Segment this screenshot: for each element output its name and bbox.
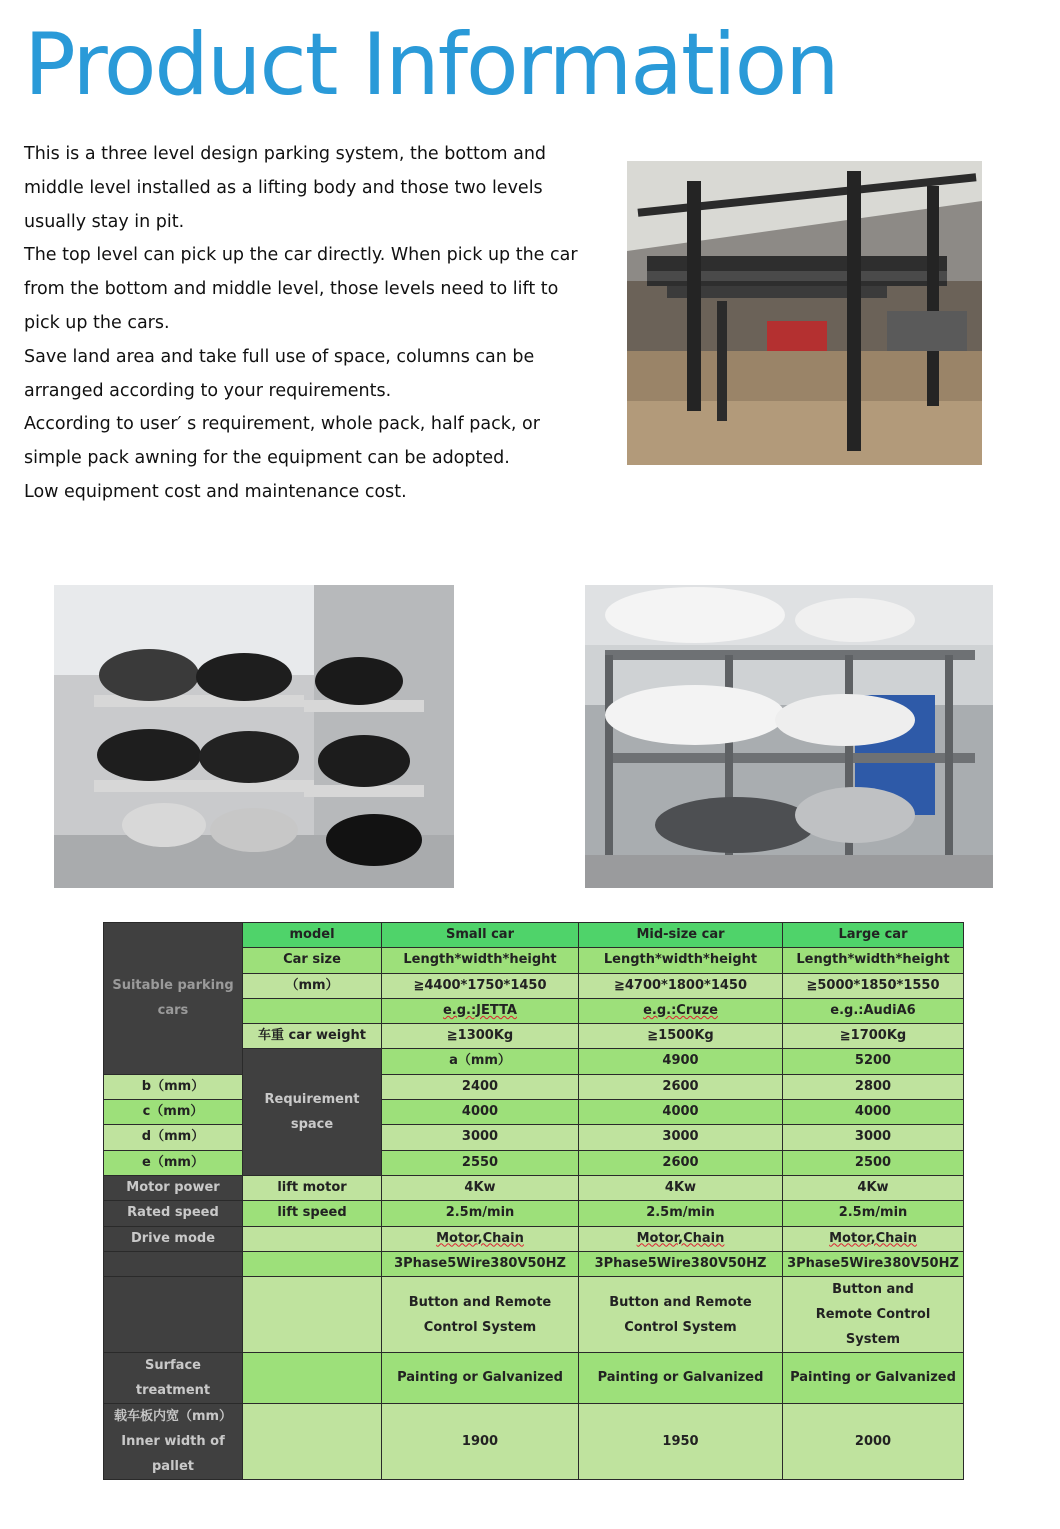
cell-mid: Painting or Galvanized xyxy=(579,1353,783,1404)
header-small-car: Small car xyxy=(382,923,579,948)
cell-large: ≧1700Kg xyxy=(783,1024,964,1049)
cell-mid: 2.5m/min xyxy=(579,1201,783,1226)
intro-paragraph: Save land area and take full use of space, columns can be arranged according to your requirements. xyxy=(24,346,535,401)
category-cell xyxy=(104,1251,243,1276)
cell-large: 2500 xyxy=(783,1150,964,1175)
table-row xyxy=(104,1074,964,1099)
cell-small: Painting or Galvanized xyxy=(382,1353,579,1404)
cell-large: Painting or Galvanized xyxy=(783,1353,964,1404)
table-row xyxy=(104,1125,964,1150)
intro-paragraph: According to user′ s requirement, whole pack, half pack, or simple pack awning for the equipment can be adopted. xyxy=(24,414,540,469)
row-label xyxy=(243,1353,382,1404)
cell-mid: ≧4700*1800*1450 xyxy=(579,973,783,998)
intro-paragraph: The top level can pick up the car directly. When pick up the car from the bottom and middle level, those levels need to lift to pick up the cars. xyxy=(24,245,578,333)
example-text: e.g.:Cruze xyxy=(643,1002,718,1018)
spec-table xyxy=(103,922,964,1480)
table-row xyxy=(104,1251,964,1276)
category-cell: Requirement space xyxy=(243,1049,382,1175)
table-row xyxy=(104,1404,964,1480)
row-label: d（mm） xyxy=(104,1125,243,1150)
cell-small: 2400 xyxy=(382,1074,579,1099)
header-mid-size-car: Mid-size car xyxy=(579,923,783,948)
cell-mid xyxy=(579,998,783,1023)
cell-mid: 1950 xyxy=(579,1404,783,1480)
cell-large: e.g.:AudiA6 xyxy=(783,998,964,1023)
workshop-photo xyxy=(627,161,982,465)
category-cell: Drive mode xyxy=(104,1226,243,1251)
table-row xyxy=(104,1100,964,1125)
category-cell: Rated speed xyxy=(104,1201,243,1226)
cell-small xyxy=(382,1226,579,1251)
row-label xyxy=(243,1277,382,1353)
page-title: Product Information xyxy=(24,15,838,115)
table-row xyxy=(104,1353,964,1404)
row-label: lift motor xyxy=(243,1175,382,1200)
cell-small: 3000 xyxy=(382,1125,579,1150)
table-row xyxy=(104,1201,964,1226)
cell-mid: 2600 xyxy=(579,1074,783,1099)
table-row xyxy=(104,1175,964,1200)
row-label: Car size xyxy=(243,948,382,973)
table-header-row xyxy=(104,923,964,948)
cell-mid: 4000 xyxy=(579,1100,783,1125)
cell-small: 4Kw xyxy=(382,1175,579,1200)
intro-paragraph: This is a three level design parking system, the bottom and middle level installed as a lifting body and those two levels usually stay in pit. xyxy=(24,144,547,232)
cell-small: 1900 xyxy=(382,1404,579,1480)
stacked-cars-photo-1 xyxy=(54,585,454,888)
cell-mid: 3Phase5Wire380V50HZ xyxy=(579,1251,783,1276)
cell-large: 4000 xyxy=(783,1100,964,1125)
cell-mid xyxy=(579,1226,783,1251)
cell-large: 2800 xyxy=(783,1074,964,1099)
category-cell: Motor power xyxy=(104,1175,243,1200)
table-row xyxy=(104,1277,964,1353)
row-label xyxy=(243,1251,382,1276)
row-label: lift speed xyxy=(243,1201,382,1226)
row-label xyxy=(243,1226,382,1251)
cell-small: 4000 xyxy=(382,1100,579,1125)
category-cell: Surface treatment xyxy=(104,1353,243,1404)
cell-mid: 4Kw xyxy=(579,1175,783,1200)
cell-large: 3000 xyxy=(783,1125,964,1150)
drive-text: Motor,Chain xyxy=(829,1230,917,1246)
row-label: （mm） xyxy=(243,973,382,998)
row-label: e（mm） xyxy=(104,1150,243,1175)
cell-large: Button and Remote Control System xyxy=(783,1277,964,1353)
intro-paragraph: Low equipment cost and maintenance cost. xyxy=(24,481,407,502)
cell-small: Length*width*height xyxy=(382,948,579,973)
cell-small: 4900 xyxy=(579,1049,783,1074)
cell-small: ≧1300Kg xyxy=(382,1024,579,1049)
cell-large: 3Phase5Wire380V50HZ xyxy=(783,1251,964,1276)
cell-large: 2000 xyxy=(783,1404,964,1480)
cell-small: 2550 xyxy=(382,1150,579,1175)
category-cell: Suitable parking cars xyxy=(104,923,243,1075)
category-cell: 载车板内宽（mm） Inner width of pallet xyxy=(104,1404,243,1480)
cell-mid: 5200 xyxy=(783,1049,964,1074)
cell-small xyxy=(382,998,579,1023)
cell-small: ≧4400*1750*1450 xyxy=(382,973,579,998)
row-label xyxy=(243,1404,382,1480)
cell-mid: Length*width*height xyxy=(579,948,783,973)
row-label: 车重 car weight xyxy=(243,1024,382,1049)
intro-text xyxy=(24,138,584,510)
row-label: c（mm） xyxy=(104,1100,243,1125)
row-label: a（mm） xyxy=(382,1049,579,1074)
cell-large: ≧5000*1850*1550 xyxy=(783,973,964,998)
cell-small: 3Phase5Wire380V50HZ xyxy=(382,1251,579,1276)
stacked-cars-photo-2 xyxy=(585,585,993,888)
category-cell xyxy=(104,1277,243,1353)
header-model: model xyxy=(243,923,382,948)
cell-mid: Button and Remote Control System xyxy=(579,1277,783,1353)
drive-text: Motor,Chain xyxy=(436,1230,524,1246)
row-label xyxy=(243,998,382,1023)
cell-small: 2.5m/min xyxy=(382,1201,579,1226)
cell-large: 2.5m/min xyxy=(783,1201,964,1226)
cell-mid: 3000 xyxy=(579,1125,783,1150)
example-text: e.g.:JETTA xyxy=(442,1002,517,1018)
table-row xyxy=(104,1150,964,1175)
cell-large xyxy=(783,1226,964,1251)
table-row xyxy=(104,1226,964,1251)
cell-mid: 2600 xyxy=(579,1150,783,1175)
cell-large: 4Kw xyxy=(783,1175,964,1200)
cell-small: Button and Remote Control System xyxy=(382,1277,579,1353)
cell-mid: ≧1500Kg xyxy=(579,1024,783,1049)
cell-large: Length*width*height xyxy=(783,948,964,973)
row-label: b（mm） xyxy=(104,1074,243,1099)
drive-text: Motor,Chain xyxy=(636,1230,725,1246)
header-large-car: Large car xyxy=(783,923,964,948)
